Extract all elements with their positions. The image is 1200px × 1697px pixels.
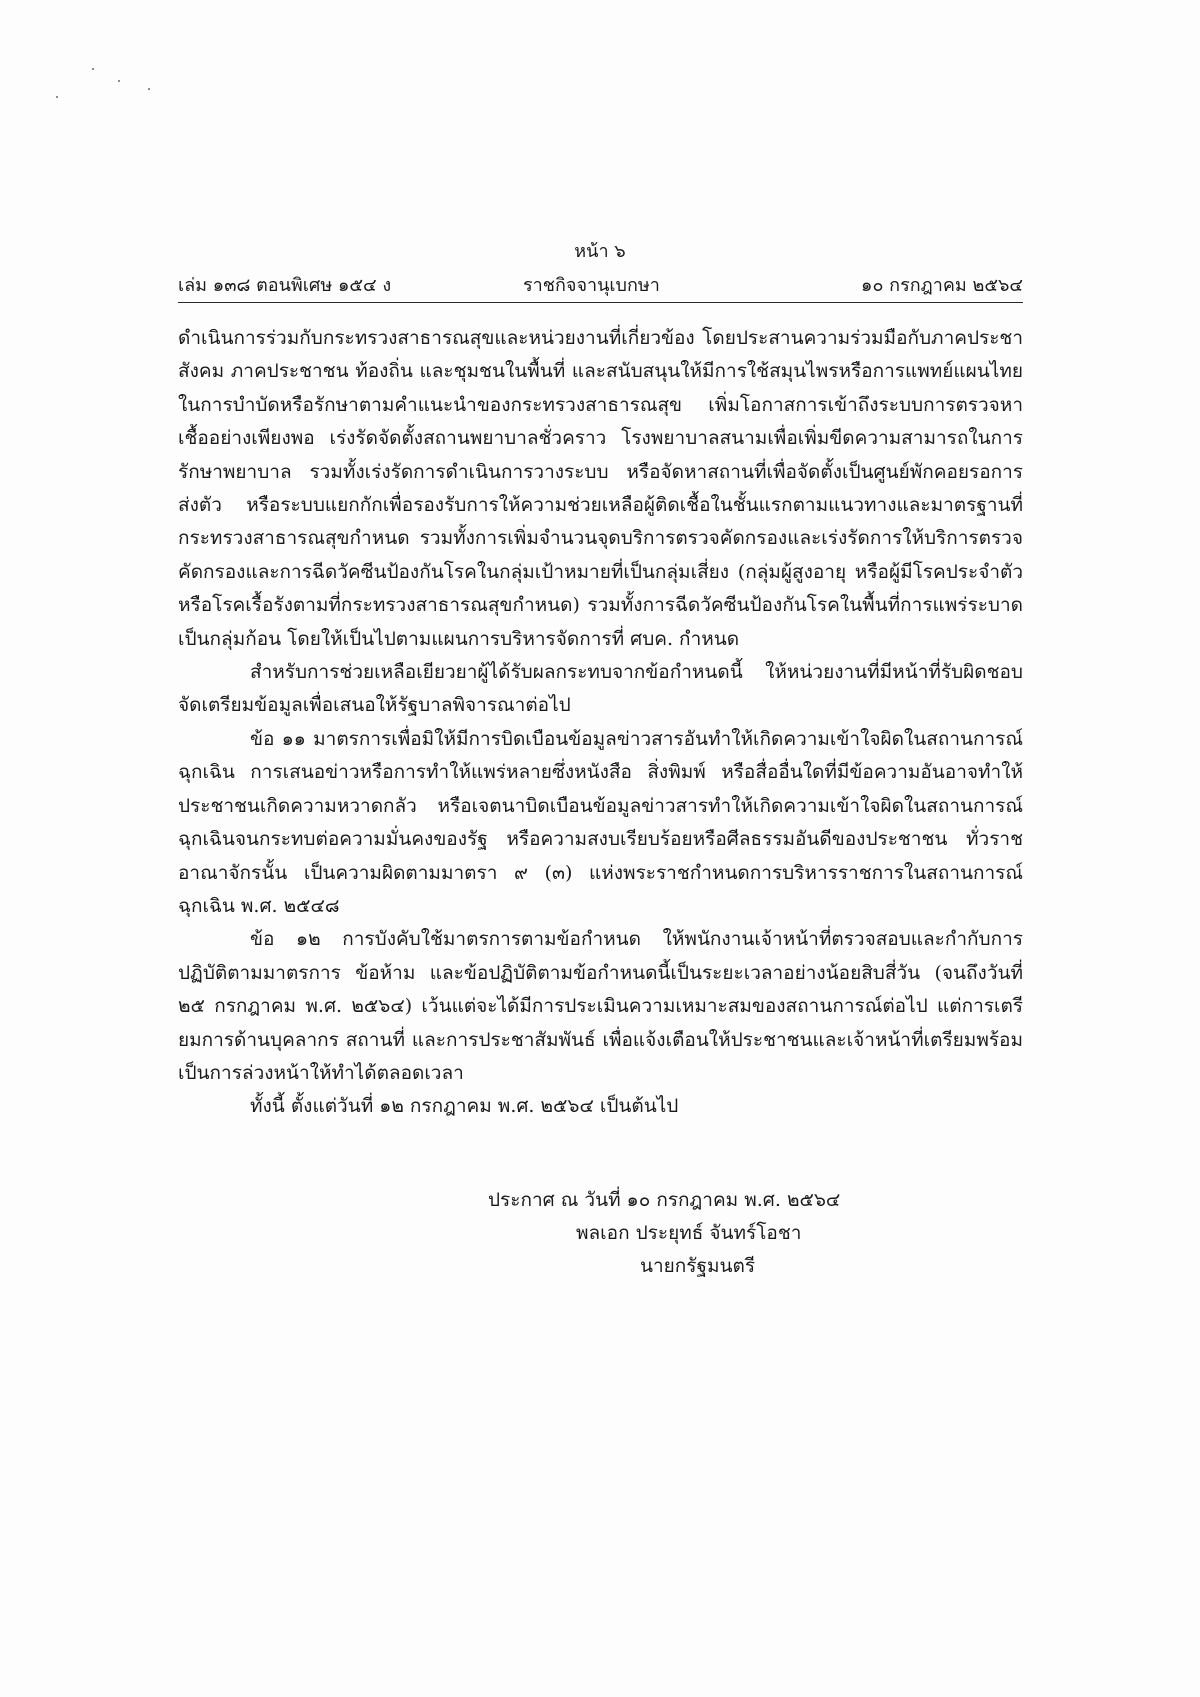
paragraph-relief: สำหรับการช่วยเหลือเยียวยาผู้ได้รับผลกระทบจากข้อกำหนดนี้ ให้หน่วยงานที่มีหน้าที่รับผิดชอบจัดเตรียมข้อมูลเพื่อเสนอให้รัฐบาลพิจารณาต่อไป: [178, 661, 1023, 717]
signature-block: [488, 1184, 988, 1283]
signatory-title: นายกรัฐมนตรี: [640, 1255, 756, 1277]
gazette-header: [178, 270, 1023, 300]
header-date: ๑๐ กรกฎาคม ๒๕๖๔: [861, 275, 1023, 296]
header-gazette-name: ราชกิจจานุเบกษา: [523, 275, 660, 296]
signatory-name: พลเอก ประยุทธ์ จันทร์โอชา: [576, 1222, 802, 1244]
scan-speck: [148, 88, 150, 90]
page-number: หน้า ๖: [574, 241, 626, 262]
scan-speck: [56, 96, 58, 98]
scan-speck: [92, 68, 94, 70]
paragraph-clause-11: ข้อ ๑๑ มาตรการเพื่อมิให้มีการบิดเบือนข้อมูลข่าวสารอันทำให้เกิดความเข้าใจผิดในสถานการณ์ฉุกเฉิน การเสนอข่าวหรือการทำให้แพร่หลายซึ่งหนังสือ สิ่งพิมพ์ หรือสื่ออื่นใดที่มีข้อความอันอาจทำให้ประชาชนเกิดความหวาดกลัว หรือเจตนาบิดเบือนข้อมูลข่าวสารทำให้เกิดความเข้าใจผิดในสถานการณ์ฉุกเฉินจนกระทบต่อความมั่นคงของรัฐ หรือความสงบเรียบร้อยหรือศีลธรรมอันดีของประชาชน ทั่วราชอาณาจักรนั้น เป็นความผิดตามมาตรา ๙ (๓) แห่งพระราชกำหนดการบริหารราชการในสถานการณ์ฉุกเฉิน พ.ศ. ๒๕๔๘: [178, 727, 1023, 917]
paragraph-clause-12: ข้อ ๑๒ การบังคับใช้มาตรการตามข้อกำหนด ให้พนักงานเจ้าหน้าที่ตรวจสอบและกำกับการปฏิบัติตามมาตรการ ข้อห้าม และข้อปฏิบัติตามข้อกำหนดนี้เป็นระยะเวลาอย่างน้อยสิบสี่วัน (จนถึงวันที่ ๒๕ กรกฎาคม พ.ศ. ๒๕๖๔) เว้นแต่จะได้มีการประเมินความเหมาะสมของสถานการณ์ต่อไป แต่การเตรียมการด้านบุคลากร สถานที่ และการประชาสัมพันธ์ เพื่อแจ้งเตือนให้ประชาชนและเจ้าหน้าที่เตรียมพร้อมเป็นการล่วงหน้าให้ทำได้ตลอดเวลา: [178, 928, 1023, 1084]
paragraph-continuation: ดำเนินการร่วมกับกระทรวงสาธารณสุขและหน่วยงานที่เกี่ยวข้อง โดยประสานความร่วมมือกับภาคประชาสังคม ภาคประชาชน ท้องถิ่น และชุมชนในพื้นที่ และสนับสนุนให้มีการใช้สมุนไพรหรือการแพทย์แผนไทยในการบำบัดหรือรักษาตามคำแนะนำของกระทรวงสาธารณสุข เพิ่มโอกาสการเข้าถึงระบบการตรวจหาเชื้ออย่างเพียงพอ เร่งรัดจัดตั้งสถานพยาบาลชั่วคราว โรงพยาบาลสนามเพื่อเพิ่มขีดความสามารถในการรักษาพยาบาล รวมทั้งเร่งรัดการดำเนินการวางระบบ หรือจัดหาสถานที่เพื่อจัดตั้งเป็นศูนย์พักคอยรอการส่งตัว หรือระบบแยกกักเพื่อรองรับการให้ความช่วยเหลือผู้ติดเชื้อในชั้นแรกตามแนวทางและมาตรฐานที่กระทรวงสาธารณสุขกำหนด รวมทั้งการเพิ่มจำนวนจุดบริการตรวจคัดกรองและเร่งรัดการให้บริการตรวจคัดกรองและการฉีดวัคซีนป้องกันโรคในกลุ่มเป้าหมายที่เป็นกลุ่มเสี่ยง (กลุ่มผู้สูงอายุ หรือผู้มีโรคประจำตัว หรือโรคเรื้อรังตามที่กระทรวงสาธารณสุขกำหนด) รวมทั้งการฉีดวัคซีนป้องกันโรคในพื้นที่การแพร่ระบาดเป็นกลุ่มก้อน โดยให้เป็นไปตามแผนการบริหารจัดการที่ ศบค. กำหนด: [178, 327, 1023, 650]
paragraph-effective-date: ทั้งนี้ ตั้งแต่วันที่ ๑๒ กรกฎาคม พ.ศ. ๒๕๖๔ เป็นต้นไป: [250, 1095, 679, 1118]
header-volume-issue: เล่ม ๑๓๘ ตอนพิเศษ ๑๕๔ ง: [178, 275, 392, 296]
header-divider: [178, 302, 1023, 303]
scan-speck: [118, 80, 120, 82]
announcement-date: ประกาศ ณ วันที่ ๑๐ กรกฎาคม พ.ศ. ๒๕๖๔: [488, 1189, 841, 1211]
document-body: [178, 322, 1023, 1124]
